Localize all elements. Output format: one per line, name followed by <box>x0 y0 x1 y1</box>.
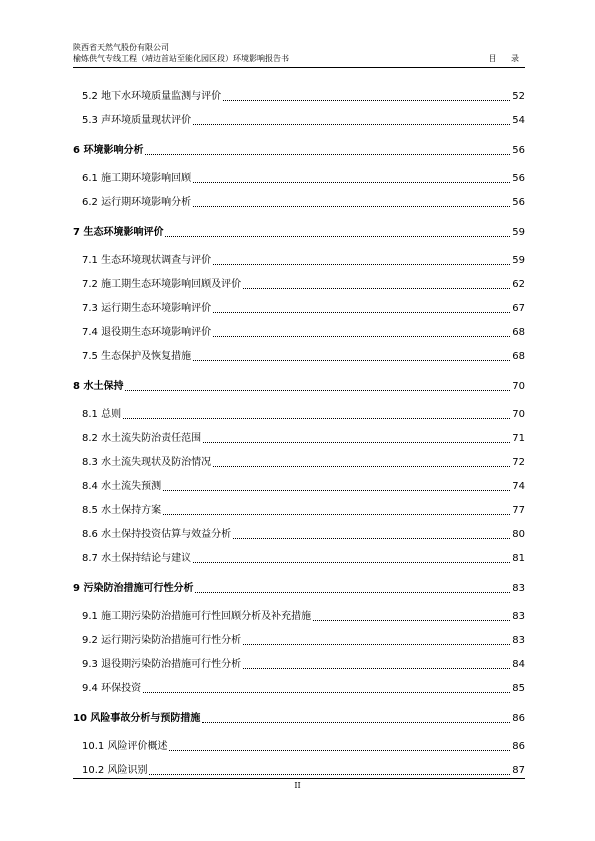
toc-section-entry[interactable] <box>82 196 525 210</box>
toc-dot-leader <box>213 465 510 467</box>
toc-entry-title: 9.2 运行期污染防治措施可行性分析 <box>82 635 242 646</box>
toc-entry-page: 68 <box>512 351 525 362</box>
toc-section-entry[interactable] <box>82 408 525 422</box>
toc-section-entry[interactable] <box>82 432 525 446</box>
company-name: 陕西省天然气股份有限公司 <box>73 43 169 52</box>
toc-entry-title: 7.4 退役期生态环境影响评价 <box>82 327 212 338</box>
toc-entry-title: 5.3 声环境质量现状评价 <box>82 115 192 126</box>
toc-section-entry[interactable] <box>82 682 525 696</box>
toc-dot-leader <box>202 721 510 723</box>
toc-entry-title: 7 生态环境影响评价 <box>73 227 164 238</box>
toc-entry-title: 7.2 施工期生态环境影响回顾及评价 <box>82 279 242 290</box>
toc-section-entry[interactable] <box>82 350 525 364</box>
toc-entry-title: 8.4 水土流失预测 <box>82 481 162 492</box>
page-header <box>73 42 525 64</box>
toc-entry-page: 56 <box>512 197 525 208</box>
toc-entry-title: 7.1 生态环境现状调查与评价 <box>82 255 212 266</box>
toc-entry-title: 8.6 水土保持投资估算与效益分析 <box>82 529 232 540</box>
toc-dot-leader <box>169 749 510 751</box>
toc-entry-page: 68 <box>512 327 525 338</box>
toc-section-entry[interactable] <box>82 302 525 316</box>
toc-section-entry[interactable] <box>82 278 525 292</box>
toc-entry-title: 6.2 运行期环境影响分析 <box>82 197 192 208</box>
toc-dot-leader <box>313 619 510 621</box>
toc-chapter-entry[interactable] <box>73 582 525 596</box>
toc-entry-page: 56 <box>512 145 525 156</box>
toc-dot-leader <box>195 591 510 593</box>
toc-entry-title: 8.5 水土保持方案 <box>82 505 162 516</box>
toc-dot-leader <box>125 389 510 391</box>
toc-dot-leader <box>193 123 510 125</box>
page-number: II <box>294 781 301 790</box>
toc-section-entry[interactable] <box>82 764 525 778</box>
toc-section-entry[interactable] <box>82 740 525 754</box>
toc-entry-page: 86 <box>512 713 525 724</box>
toc-entry-title: 10.1 风险评价概述 <box>82 741 168 752</box>
toc-entry-page: 59 <box>512 227 525 238</box>
toc-entry-title: 9.4 环保投资 <box>82 683 142 694</box>
toc-entry-page: 70 <box>512 409 525 420</box>
toc-entry-page: 87 <box>512 765 525 776</box>
toc-dot-leader <box>145 153 510 155</box>
toc-dot-leader <box>243 287 510 289</box>
toc-dot-leader <box>149 773 510 775</box>
toc-entry-page: 85 <box>512 683 525 694</box>
toc-section-entry[interactable] <box>82 658 525 672</box>
toc-entry-page: 56 <box>512 173 525 184</box>
toc-section-entry[interactable] <box>82 504 525 518</box>
toc-section-entry[interactable] <box>82 254 525 268</box>
toc-entry-page: 80 <box>512 529 525 540</box>
toc-entry-page: 84 <box>512 659 525 670</box>
toc-dot-leader <box>123 417 510 419</box>
toc-entry-title: 8.1 总则 <box>82 409 122 420</box>
toc-entry-page: 59 <box>512 255 525 266</box>
toc-entry-title: 8.7 水土保持结论与建议 <box>82 553 192 564</box>
toc-dot-leader <box>213 263 510 265</box>
toc-section-entry[interactable] <box>82 610 525 624</box>
toc-entry-page: 83 <box>512 635 525 646</box>
toc-chapter-entry[interactable] <box>73 712 525 726</box>
toc-chapter-entry[interactable] <box>73 226 525 240</box>
toc-entry-page: 67 <box>512 303 525 314</box>
toc-entry-page: 86 <box>512 741 525 752</box>
toc-entry-title: 6 环境影响分析 <box>73 145 144 156</box>
toc-dot-leader <box>193 561 510 563</box>
toc-entry-title: 7.5 生态保护及恢复措施 <box>82 351 192 362</box>
project-title: 榆炼供气专线工程（靖边首站至能化园区段）环境影响报告书 <box>73 54 289 63</box>
toc-entry-page: 54 <box>512 115 525 126</box>
toc-entry-title: 7.3 运行期生态环境影响评价 <box>82 303 212 314</box>
toc-section-entry[interactable] <box>82 326 525 340</box>
toc-entry-page: 52 <box>512 91 525 102</box>
toc-dot-leader <box>165 235 510 237</box>
toc-entry-title: 9 污染防治措施可行性分析 <box>73 583 194 594</box>
toc-dot-leader <box>243 667 510 669</box>
toc-section-entry[interactable] <box>82 456 525 470</box>
toc-entry-page: 83 <box>512 583 525 594</box>
toc-section-entry[interactable] <box>82 480 525 494</box>
toc-section-entry[interactable] <box>82 90 525 104</box>
toc-dot-leader <box>193 359 510 361</box>
toc-dot-leader <box>143 691 510 693</box>
toc-entry-page: 81 <box>512 553 525 564</box>
toc-dot-leader <box>223 99 510 101</box>
toc-dot-leader <box>163 489 510 491</box>
toc-entry-title: 5.2 地下水环境质量监测与评价 <box>82 91 222 102</box>
toc-dot-leader <box>193 181 510 183</box>
toc-entry-title: 8 水土保持 <box>73 381 124 392</box>
toc-entry-title: 9.3 退役期污染防治措施可行性分析 <box>82 659 242 670</box>
toc-section-entry[interactable] <box>82 114 525 128</box>
toc-dot-leader <box>193 205 510 207</box>
toc-entry-title: 6.1 施工期环境影响回顾 <box>82 173 192 184</box>
toc-entry-page: 62 <box>512 279 525 290</box>
toc-dot-leader <box>213 335 510 337</box>
toc-entry-page: 71 <box>512 433 525 444</box>
toc-dot-leader <box>243 643 510 645</box>
toc-entry-page: 72 <box>512 457 525 468</box>
toc-section-entry[interactable] <box>82 172 525 186</box>
toc-dot-leader <box>233 537 510 539</box>
toc-chapter-entry[interactable] <box>73 380 525 394</box>
toc-section-entry[interactable] <box>82 634 525 648</box>
toc-dot-leader <box>163 513 510 515</box>
toc-dot-leader <box>213 311 510 313</box>
toc-section-entry[interactable] <box>82 528 525 542</box>
toc-chapter-entry[interactable] <box>73 144 525 158</box>
toc-entry-page: 83 <box>512 611 525 622</box>
toc-entry-title: 9.1 施工期污染防治措施可行性回顾分析及补充措施 <box>82 611 312 622</box>
toc-entry-title: 8.3 水土流失现状及防治情况 <box>82 457 212 468</box>
toc-entry-title: 8.2 水土流失防治责任范围 <box>82 433 202 444</box>
toc-section-entry[interactable] <box>82 552 525 566</box>
toc-dot-leader <box>203 441 510 443</box>
toc-entry-page: 70 <box>512 381 525 392</box>
toc-entry-page: 74 <box>512 481 525 492</box>
footer-divider <box>73 778 525 779</box>
section-label: 目 录 <box>488 54 525 63</box>
header-divider <box>73 67 525 68</box>
toc-entry-title: 10 风险事故分析与预防措施 <box>73 713 201 724</box>
toc-entry-page: 77 <box>512 505 525 516</box>
toc-entry-title: 10.2 风险识别 <box>82 765 148 776</box>
